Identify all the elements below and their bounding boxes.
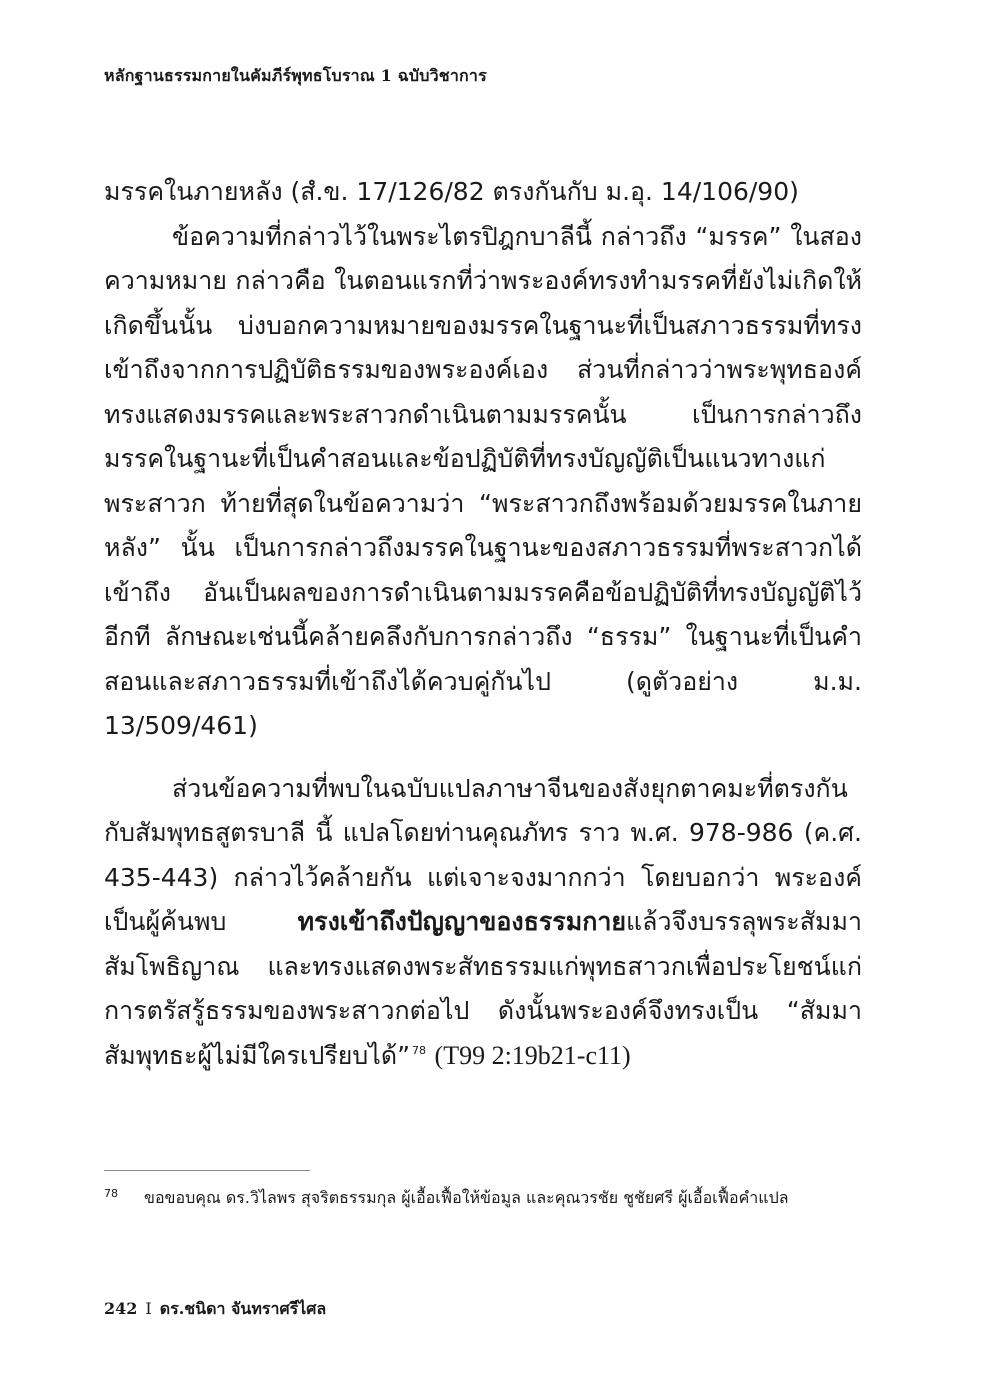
- paragraph-continuation: มรรคในภายหลัง (สํ.ข. 17/126/82 ตรงกันกับ ม.อุ. 14/106/90): [104, 177, 799, 206]
- paragraph-chinese-translation: [104, 767, 862, 1079]
- footnote-divider: [104, 1170, 310, 1171]
- main-text: [104, 170, 862, 1078]
- page-footer: [104, 1297, 326, 1322]
- footnote: 78 ขอขอบคุณ ดร.วิไลพร สุจริตธรรมกุล ผู้เอื้อเฟื้อให้ข้อมูล และคุณวรชัย ชูชัยศรี ผู้เอื้อเฟื้อคำแปล: [104, 1186, 789, 1207]
- paragraph-magga-meanings: ข้อความที่กล่าวไว้ในพระไตรปิฎกบาลีนี้ กล่าวถึง “มรรค” ในสองความหมาย กล่าวคือ ในตอนแรกที่ว่าพระองค์ทรงทำมรรคที่ยังไม่เกิดให้เกิดขึ้นนั้น บ่งบอกความหมายของมรรคในฐานะที่เป็นสภาวธรรมที่ทรงเข้าถึงจากการปฏิบัติธรรมของพระองค์เอง ส่วนที่กล่าวว่าพระพุทธองค์ทรงแสดงมรรคและพระสาวกดำเนินตามมรรคนั้น เป็นการกล่าวถึงมรรคในฐานะที่เป็นคำสอนและข้อปฏิบัติที่ทรงบัญญัติเป็นแนวทางแก่พระสาวก ท้ายที่สุดในข้อความว่า “พระสาวกถึงพร้อมด้วยมรรคในภายหลัง” นั้น เป็นการกล่าวถึงมรรคในฐานะของสภาวธรรมที่พระสาวกได้เข้าถึง อันเป็นผลของการดำเนินตามมรรคคือข้อปฏิบัติที่ทรงบัญญัติไว้อีกที ลักษณะเช่นนี้คล้ายคลึงกับการกล่าวถึง “ธรรม” ในฐานะที่เป็นคำสอนและสภาวธรรมที่เข้าถึงได้ควบคู่กันไป (ดูตัวอย่าง ม.ม. 13/509/461): [104, 221, 862, 740]
- running-header: หลักฐานธรรมกายในคัมภีร์พุทธโบราณ 1 ฉบับวิชาการ: [104, 66, 487, 85]
- author-name: ดร.ชนิดา จันทราศรีไศล: [159, 1299, 327, 1318]
- footnote-reference[interactable]: 78: [412, 1044, 427, 1058]
- bold-phrase-dhammakaya: ทรงเข้าถึงปัญญาของธรรมกาย: [297, 907, 627, 936]
- page-number: 242: [104, 1299, 138, 1318]
- taisho-citation: (T99 2:19b21-c11): [428, 1040, 631, 1070]
- footer-separator: I: [145, 1299, 152, 1318]
- paragraph-text-part2: แล้วจึงบรรลุพระสัมมาสัมโพธิญาณ และทรงแสดงพระสัทธรรมแก่พุทธสาวกเพื่อประโยชน์แก่การตรัสรู้ธรรมของพระสาวกต่อไป ดังนั้นพระองค์จึงทรงเป็น “สัมมาสัมพุทธะผู้ไม่มีใครเปรียบได้”: [104, 907, 862, 1070]
- footnote-text: ขอขอบคุณ ดร.วิไลพร สุจริตธรรมกุล ผู้เอื้อเฟื้อให้ข้อมูล และคุณวรชัย ชูชัยศรี ผู้เอื้อเฟื้อคำแปล: [144, 1188, 789, 1207]
- paragraph-text-part1: ส่วนข้อความที่พบในฉบับแปลภาษาจีนของสังยุกตาคมะที่ตรงกันกับสัมพุทธสูตรบาลี นี้ แปลโดยท่านคุณภัทร ราว พ.ศ. 978-986 (ค.ศ. 435-443) กล่าวไว้คล้ายกัน แต่เจาะจงมากกว่า โดยบอกว่า พระองค์เป็นผู้ค้นพบ: [104, 773, 862, 936]
